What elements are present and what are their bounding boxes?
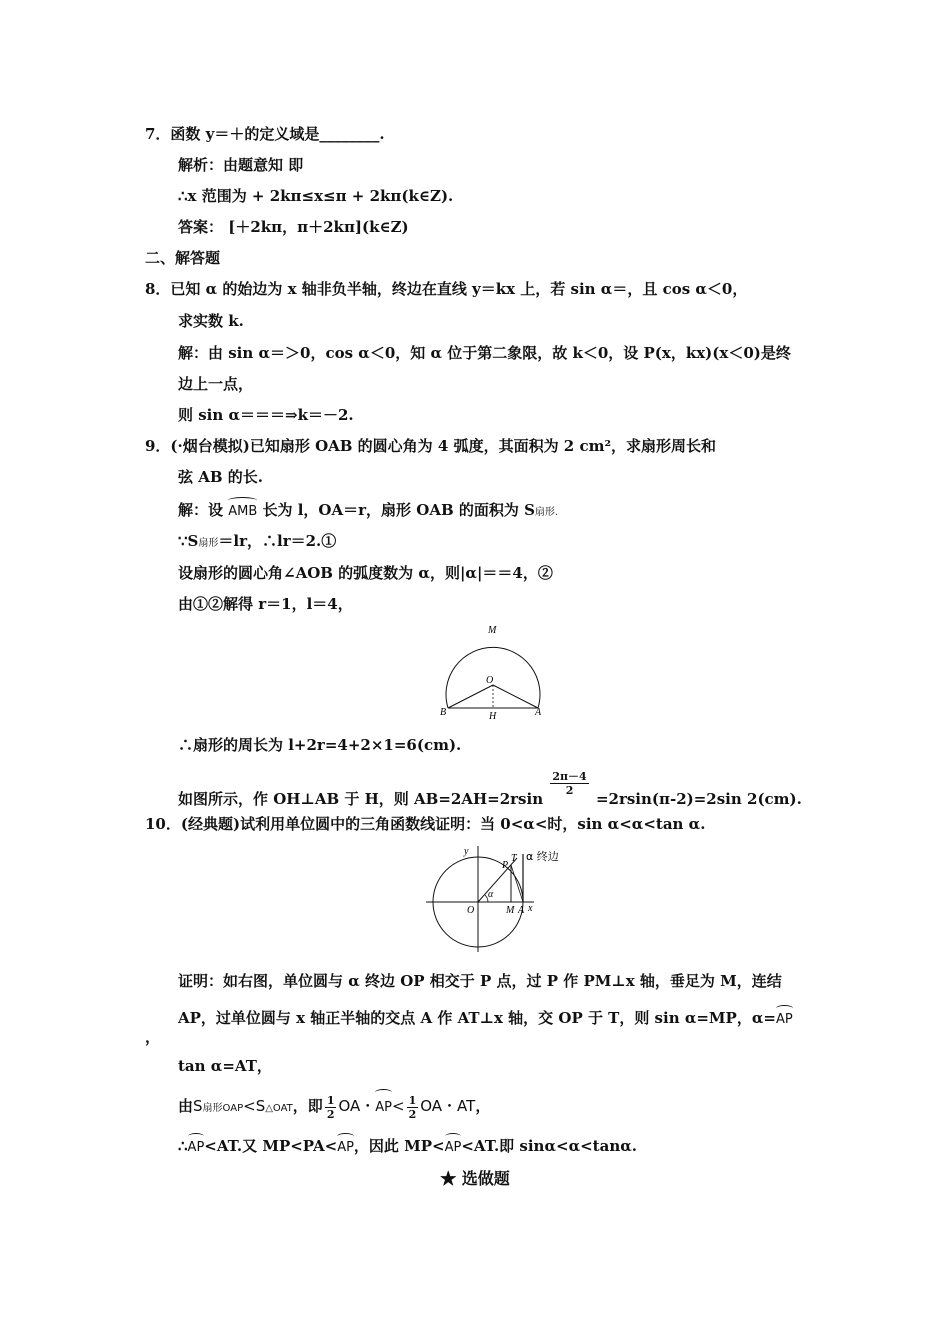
q9-solution-line2 [178,531,336,554]
half-num-2: 1 [408,1093,417,1107]
label-p: P [502,860,509,871]
q9-sol1-sub: 扇形. [534,507,559,518]
radius-ob [448,685,493,708]
q8-solution-line3: 则 sin α＝＝＝⇒k＝－2. [178,406,354,424]
fraction-denominator: 2 [565,784,574,797]
q7-analysis: 解析：由题意知 即 [178,156,304,174]
q10-proof-line3: tan α=AT， [178,1057,272,1075]
unit-circle-figure [422,842,572,954]
label-t: T [511,853,517,864]
s-sector-sub: 扇形OAP [202,1103,244,1114]
sector-figure [436,622,550,722]
arc-ap: AP [776,1010,793,1030]
q10-proof-line1: 证明：如右图，单位圆与 α 终边 OP 相交于 P 点，过 P 作 PM⊥x 轴，垂足为 M，连结 [178,972,782,990]
lt-symbol-2: < [392,1097,405,1115]
q9-perimeter: ∴扇形的周长为 l+2r=4+2×1=6(cm). [178,736,462,754]
q10-proof-line4 [178,1092,490,1123]
label-a: A [535,707,542,718]
arc-ap-2: AP [375,1094,392,1122]
label-m: M [488,625,497,636]
s-symbol: S [193,1097,203,1115]
q9-stem-line1: 9．(·烟台模拟)已知扇形 OAB 的圆心角为 4 弧度，其面积为 2 cm²，求扇形周长和 [145,437,717,455]
radius-oa [493,685,538,708]
q10-proof5-b: <AT.又 MP<PA< [204,1137,338,1155]
lt-symbol: < [243,1097,256,1115]
oa-term-1: OA・ [338,1097,376,1115]
label-y: y [464,846,469,857]
q10-stem: 10．(经典题)试利用单位圆中的三角函数线证明：当 0<α<时，sin α<α<tan α. [145,815,706,833]
fraction-half-1 [325,1094,337,1121]
arc-ap-5: AP [445,1138,462,1158]
arc-ap-3: AP [188,1138,205,1158]
q8-solution-line1: 解：由 sin α＝＞0，cos α＜0，知 α 位于第二象限，故 k＜0，设 P(x，kx)(x＜0)是终 [178,344,791,362]
q9-sol2-pre: ∵S [178,532,199,550]
label-m: M [506,905,515,916]
q10-proof4-mid: ，即 [292,1097,323,1115]
label-o: O [486,675,494,686]
fraction-2pi-4-over-2 [550,770,588,797]
q10-proof-comma: ， [145,1028,161,1046]
q10-proof2-pre: AP，过单位圆与 x 轴正半轴的交点 A 作 AT⊥x 轴，交 OP 于 T，则 sin α=MP，α= [178,1009,776,1027]
q9-sol2-sub: 扇形 [198,538,219,549]
optional-section-title: ★ 选做题 [440,1169,510,1188]
q9-chord-post: =2rsin(π-2)=2sin 2(cm). [595,790,802,808]
q7-range: ∴x 范围为 + 2kπ≤x≤π + 2kπ(k∈Z). [178,187,454,205]
q10-proof4-pre: 由 [178,1097,194,1115]
s-triangle [256,1097,293,1115]
arc-ap-4: AP [337,1138,354,1158]
q9-sol2-post: ＝lr，∴lr＝2.① [218,532,337,550]
q10-proof5-a: ∴ [178,1137,188,1155]
fraction-half-2 [407,1094,419,1121]
q8-stem-line2: 求实数 k. [178,312,244,330]
label-alpha: α [488,889,494,900]
label-a: A [518,905,525,916]
segment-ap [511,865,523,902]
q9-chord [178,770,802,813]
q9-sol1-pre: 解：设 [178,501,224,519]
q10-proof-line5 [178,1136,637,1158]
label-b: B [440,707,447,718]
q9-solution-line4: 由①②解得 r＝1，l＝4， [178,595,353,613]
q7-answer: 答案： [＋2kπ，π＋2kπ](k∈Z) [178,218,409,236]
label-x: x [528,903,533,914]
q10-proof5-c: ，因此 MP< [353,1137,445,1155]
label-h: H [489,711,497,722]
q9-stem-line2: 弦 AB 的长. [178,468,263,486]
half-den-2: 2 [408,1107,417,1121]
label-terminal-side: α 终边 [526,850,559,863]
s-triangle-sub: △OAT [265,1103,293,1114]
q10-proof-line2 [178,1008,793,1030]
s-symbol-2: S [255,1097,266,1115]
q10-proof4-end: ， [475,1097,491,1115]
q8-solution-line2: 边上一点， [178,375,254,393]
half-den-1: 2 [326,1107,335,1121]
fraction-numerator: 2π－4 [552,770,587,783]
q9-chord-pre: 如图所示，作 OH⊥AB 于 H，则 AB=2AH=2rsin [178,790,544,808]
q10-proof5-d: <AT.即 sinα<α<tanα. [461,1137,637,1155]
oa-at-term: OA・AT [420,1097,476,1115]
q9-solution-line3: 设扇形的圆心角∠AOB 的弧度数为 α，则|α|＝＝4，② [178,564,553,582]
arc-amb: AMB [228,502,257,522]
q7-stem: 7．函数 y＝＋的定义域是________. [145,125,385,143]
section2-title: 二、解答题 [145,249,221,267]
label-o: O [467,905,475,916]
q8-stem-line1: 8．已知 α 的始边为 x 轴非负半轴，终边在直线 y＝kx 上，若 sin α＝，且 cos α＜0， [145,280,748,298]
half-num-1: 1 [326,1093,335,1107]
s-sector [193,1097,243,1115]
q9-sol1-post: 长为 l，OA＝r，扇形 OAB 的面积为 S [257,501,535,519]
q9-solution-line1 [178,500,558,523]
